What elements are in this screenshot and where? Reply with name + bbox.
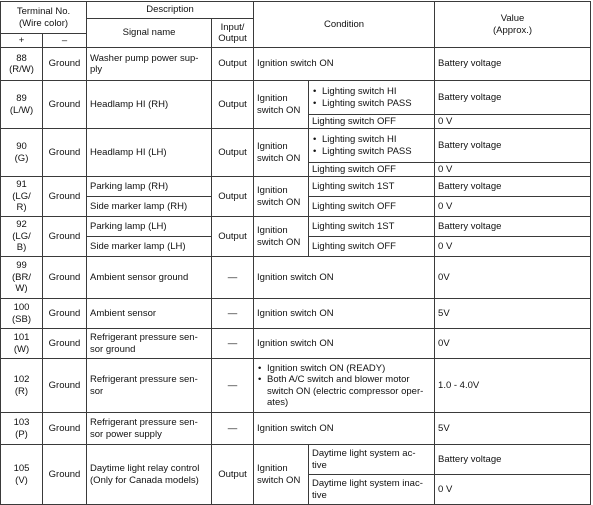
wire-color: (LG/ B) xyxy=(12,230,31,254)
signal-name: Refrigerant pressure sen- sor power supply xyxy=(87,413,212,445)
condition-cell: Ignition switch ON xyxy=(254,413,435,445)
condition-sub: Daytime light system inac- tive xyxy=(309,475,435,505)
condition-cell: Ignition switch ON xyxy=(254,48,435,81)
table-row xyxy=(1,359,591,413)
condition-sub xyxy=(309,81,435,115)
table-row xyxy=(1,129,591,163)
wire-color: (V) xyxy=(15,474,28,486)
condition-main: Ignition switch ON xyxy=(254,217,309,257)
condition-sub: Lighting switch OFF xyxy=(309,237,435,257)
ground-cell: Ground xyxy=(43,329,87,359)
value-cell: Battery voltage xyxy=(435,217,591,237)
condition-bullet-item: • Ignition switch ON (READY) xyxy=(257,363,431,375)
header-description: Description xyxy=(87,2,254,19)
condition-bullets xyxy=(312,86,431,109)
condition-cell xyxy=(254,359,435,413)
header-plus: + xyxy=(1,34,43,48)
terminal-cell xyxy=(1,445,43,505)
condition-sub: Lighting switch OFF xyxy=(309,163,435,177)
condition-cell: Ignition switch ON xyxy=(254,329,435,359)
header-condition: Condition xyxy=(254,2,435,48)
condition-bullet-item: • Lighting switch HI xyxy=(312,86,431,98)
wire-color: (LG/ R) xyxy=(12,190,31,214)
value-cell: 0V xyxy=(435,257,591,299)
wire-color: (P) xyxy=(15,428,28,440)
wire-color: (R) xyxy=(14,385,29,397)
signal-name: Washer pump power sup- ply xyxy=(87,48,212,81)
terminal-number: 92 xyxy=(16,219,27,231)
terminal-number: 90 xyxy=(16,141,27,152)
terminal-number: 91 xyxy=(16,179,27,191)
wire-color: (L/W) xyxy=(9,104,34,116)
value-cell: Battery voltage xyxy=(435,445,591,475)
value-cell: 5V xyxy=(435,413,591,445)
value-cell: Battery voltage xyxy=(435,81,591,115)
terminal-number: 99 xyxy=(16,260,27,272)
table-row xyxy=(1,217,591,237)
terminal-cell xyxy=(1,257,43,299)
input-output-cell: Output xyxy=(212,445,254,505)
value-cell: 0V xyxy=(435,329,591,359)
terminal-cell xyxy=(1,48,43,81)
value-cell: Battery voltage xyxy=(435,48,591,81)
signal-name: Refrigerant pressure sen- sor xyxy=(87,359,212,413)
terminal-number: 89 xyxy=(16,93,27,104)
wire-color: (G) xyxy=(14,152,29,164)
signal-name: Parking lamp (RH) xyxy=(87,177,212,197)
ground-cell: Ground xyxy=(43,299,87,329)
header-wire-color-label: (Wire color) xyxy=(18,17,69,29)
signal-name: Ambient sensor xyxy=(87,299,212,329)
input-output-cell: Output xyxy=(212,217,254,257)
header-approx-label: (Approx.) xyxy=(492,24,533,36)
signal-name: Parking lamp (LH) xyxy=(87,217,212,237)
table-row xyxy=(1,48,591,81)
input-output-cell: Output xyxy=(212,81,254,129)
terminal-number: 88 xyxy=(16,52,27,64)
ground-cell: Ground xyxy=(43,413,87,445)
terminal-cell xyxy=(1,413,43,445)
signal-name: Side marker lamp (LH) xyxy=(87,237,212,257)
terminal-spec-table xyxy=(0,1,591,505)
value-cell: 0 V xyxy=(435,115,591,129)
signal-name: Daytime light relay control (Only for Canada models) xyxy=(87,445,212,505)
table-row xyxy=(1,445,591,475)
header-terminal-no-label: Terminal No. xyxy=(16,6,71,17)
terminal-cell xyxy=(1,81,43,129)
input-output-cell: — xyxy=(212,299,254,329)
wire-color: (W) xyxy=(13,343,30,355)
table-row xyxy=(1,413,591,445)
condition-bullet-item: • Lighting switch HI xyxy=(312,134,431,146)
condition-cell: Ignition switch ON xyxy=(254,299,435,329)
ground-cell: Ground xyxy=(43,81,87,129)
terminal-cell xyxy=(1,217,43,257)
header-input-output: Input/ Output xyxy=(212,19,254,48)
value-cell: 0 V xyxy=(435,163,591,177)
condition-bullet-item: • Both A/C switch and blower motor switch ON (electric compressor oper- ates) xyxy=(257,374,431,409)
header-value-label: Value xyxy=(500,13,525,24)
condition-bullet-item: • Lighting switch PASS xyxy=(312,98,431,110)
terminal-number: 103 xyxy=(13,417,30,428)
value-cell: 1.0 - 4.0V xyxy=(435,359,591,413)
table-row xyxy=(1,81,591,115)
header-value xyxy=(435,2,591,48)
terminal-cell xyxy=(1,299,43,329)
input-output-cell: Output xyxy=(212,48,254,81)
ground-cell: Ground xyxy=(43,359,87,413)
value-cell: Battery voltage xyxy=(435,177,591,197)
terminal-cell xyxy=(1,177,43,217)
header-minus: – xyxy=(43,34,87,48)
value-cell: 0 V xyxy=(435,475,591,505)
ground-cell: Ground xyxy=(43,257,87,299)
ground-cell: Ground xyxy=(43,129,87,177)
table-row xyxy=(1,299,591,329)
condition-sub: Lighting switch 1ST xyxy=(309,217,435,237)
terminal-number: 100 xyxy=(13,302,30,313)
terminal-cell xyxy=(1,359,43,413)
condition-main: Ignition switch ON xyxy=(254,129,309,177)
terminal-number: 101 xyxy=(13,332,30,343)
input-output-cell: — xyxy=(212,329,254,359)
table-row xyxy=(1,177,591,197)
table-row xyxy=(1,329,591,359)
signal-name: Headlamp HI (LH) xyxy=(87,129,212,177)
input-output-cell: Output xyxy=(212,129,254,177)
condition-sub: Lighting switch OFF xyxy=(309,197,435,217)
condition-sub: Lighting switch 1ST xyxy=(309,177,435,197)
signal-name: Headlamp HI (RH) xyxy=(87,81,212,129)
input-output-cell: Output xyxy=(212,177,254,217)
condition-bullets xyxy=(257,363,431,409)
condition-main: Ignition switch ON xyxy=(254,177,309,217)
ground-cell: Ground xyxy=(43,48,87,81)
header-terminal-no xyxy=(1,2,87,34)
input-output-cell: — xyxy=(212,413,254,445)
condition-main: Ignition switch ON xyxy=(254,81,309,129)
input-output-cell: — xyxy=(212,359,254,413)
wire-color: (SB) xyxy=(12,313,31,325)
header-signal-name: Signal name xyxy=(87,19,212,48)
signal-name: Refrigerant pressure sen- sor ground xyxy=(87,329,212,359)
signal-name: Ambient sensor ground xyxy=(87,257,212,299)
input-output-cell: — xyxy=(212,257,254,299)
condition-bullet-item: • Lighting switch PASS xyxy=(312,146,431,158)
condition-sub xyxy=(309,129,435,163)
terminal-number: 105 xyxy=(13,463,30,474)
condition-bullets xyxy=(312,134,431,157)
wire-color: (R/W) xyxy=(9,64,34,75)
value-cell: 5V xyxy=(435,299,591,329)
ground-cell: Ground xyxy=(43,445,87,505)
condition-main: Ignition switch ON xyxy=(254,445,309,505)
terminal-cell xyxy=(1,329,43,359)
terminal-number: 102 xyxy=(13,374,30,385)
terminal-cell xyxy=(1,129,43,177)
condition-sub: Daytime light system ac- tive xyxy=(309,445,435,475)
condition-sub: Lighting switch OFF xyxy=(309,115,435,129)
ground-cell: Ground xyxy=(43,177,87,217)
signal-name: Side marker lamp (RH) xyxy=(87,197,212,217)
ground-cell: Ground xyxy=(43,217,87,257)
value-cell: Battery voltage xyxy=(435,129,591,163)
condition-cell: Ignition switch ON xyxy=(254,257,435,299)
table-row xyxy=(1,257,591,299)
value-cell: 0 V xyxy=(435,237,591,257)
wire-color: (BR/ W) xyxy=(12,271,31,295)
value-cell: 0 V xyxy=(435,197,591,217)
